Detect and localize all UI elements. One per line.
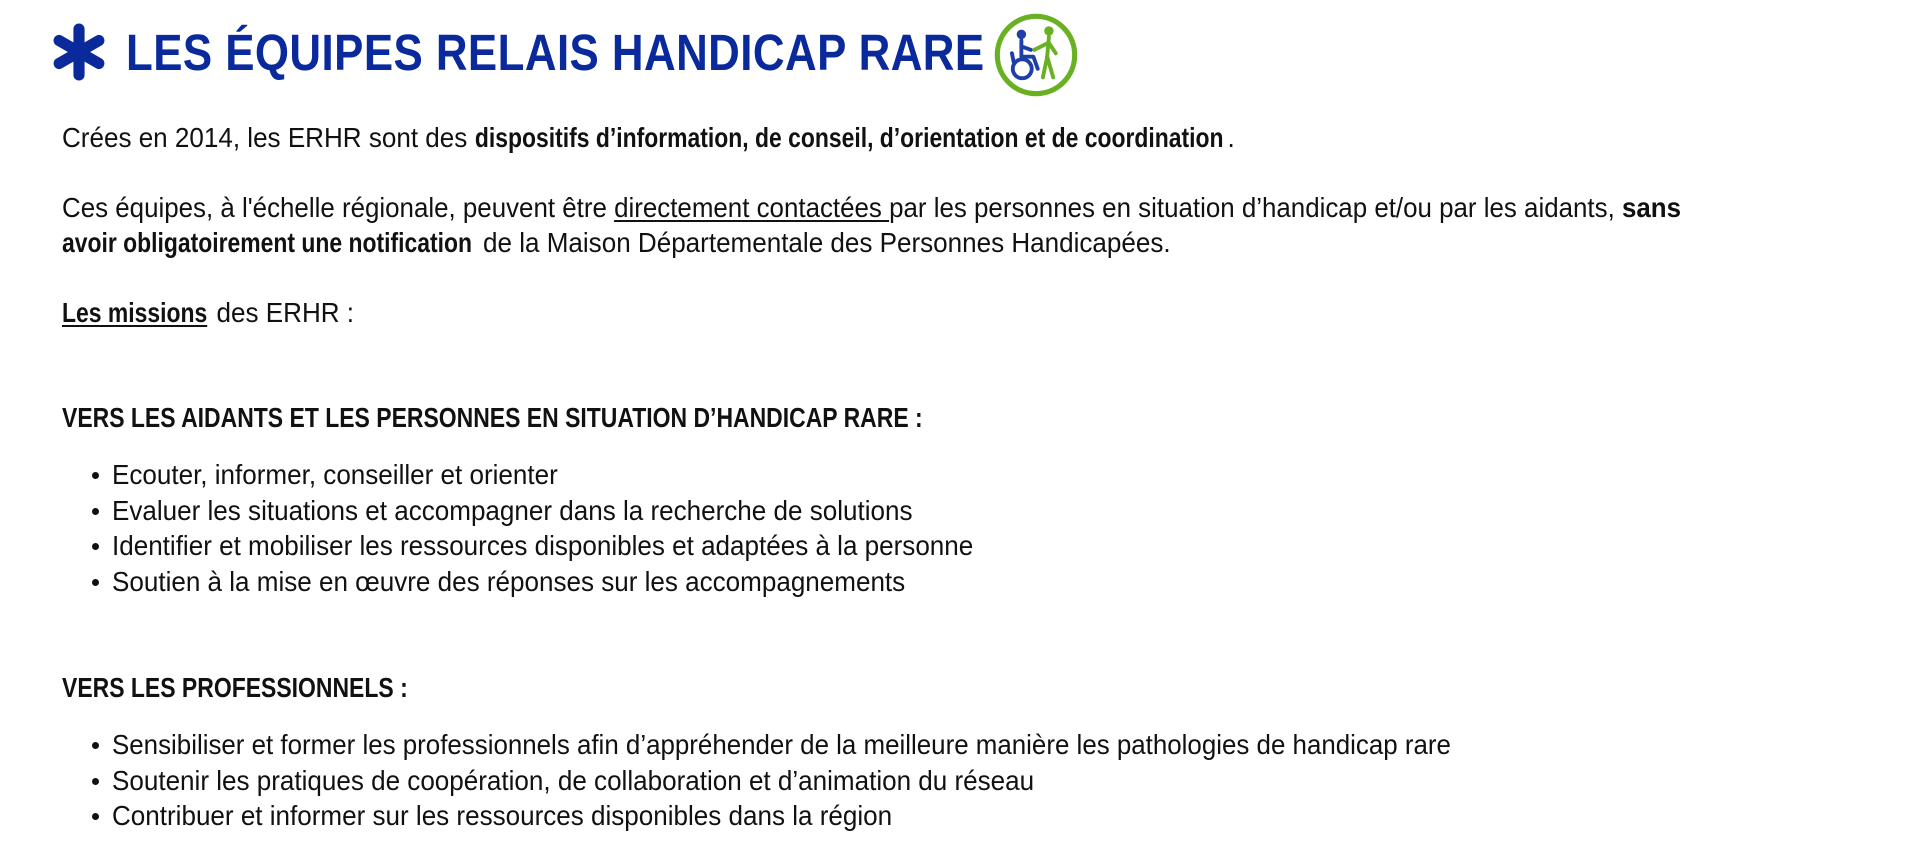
intro-period: . [1227, 122, 1235, 153]
intro-text: Crées en 2014, les ERHR sont des [62, 122, 475, 153]
asterisk-icon [48, 21, 110, 83]
intro-bold-sans: sans [1621, 192, 1682, 223]
caregivers-missions-list [62, 457, 1038, 599]
missions-paragraph [62, 295, 376, 330]
intro-text-2: Ces équipes, à l'échelle régionale, peuvent être [62, 192, 615, 223]
list-item: Contribuer et informer sur les ressources disponibles dans la région [62, 798, 1560, 834]
intro-text-3: par les personnes en situation d’handicap et/ou par les aidants, [889, 192, 1622, 223]
professionals-missions-list [62, 727, 1560, 834]
list-item: Identifier et mobiliser les ressources disponibles et adaptées à la personne [62, 528, 1038, 564]
list-item: Evaluer les situations et accompagner dans la recherche de solutions [62, 493, 1038, 529]
section-heading-caregivers-text: VERS LES AIDANTS ET LES PERSONNES EN SITUATION D’HANDICAP RARE : [62, 402, 923, 433]
wheelchair-helper-badge-icon [993, 12, 1079, 98]
intro-paragraph-2-line-2 [62, 225, 1254, 260]
intro-bold-notification: avoir obligatoirement une notification [62, 227, 472, 258]
missions-link[interactable]: Les missions [62, 297, 208, 328]
directly-contacted-link[interactable]: directement contactées [614, 192, 890, 223]
missions-text: des ERHR : [209, 297, 355, 328]
list-item: Ecouter, informer, conseiller et orienter [62, 457, 1038, 493]
list-item: Soutenir les pratiques de coopération, de collaboration et d’animation du réseau [62, 763, 1560, 799]
intro-paragraph-1 [62, 120, 1323, 155]
intro-paragraph-2 [62, 190, 1812, 225]
section-heading-professionals-text: VERS LES PROFESSIONNELS : [62, 672, 408, 703]
section-heading-professionals [62, 670, 484, 705]
list-item: Soutien à la mise en œuvre des réponses sur les accompagnements [62, 564, 1038, 600]
section-heading-caregivers [62, 400, 1112, 435]
header [48, 14, 1124, 90]
intro-text-4: de la Maison Départementale des Personnes Handicapées. [475, 227, 1171, 258]
intro-bold-text: dispositifs d’information, de conseil, d’orientation et de coordination [474, 122, 1224, 153]
page-title: LES ÉQUIPES RELAIS HANDICAP RARE [126, 23, 985, 81]
list-item: Sensibiliser et former les professionnels afin d’appréhender de la meilleure manière les pathologies de handicap rare [62, 727, 1560, 763]
